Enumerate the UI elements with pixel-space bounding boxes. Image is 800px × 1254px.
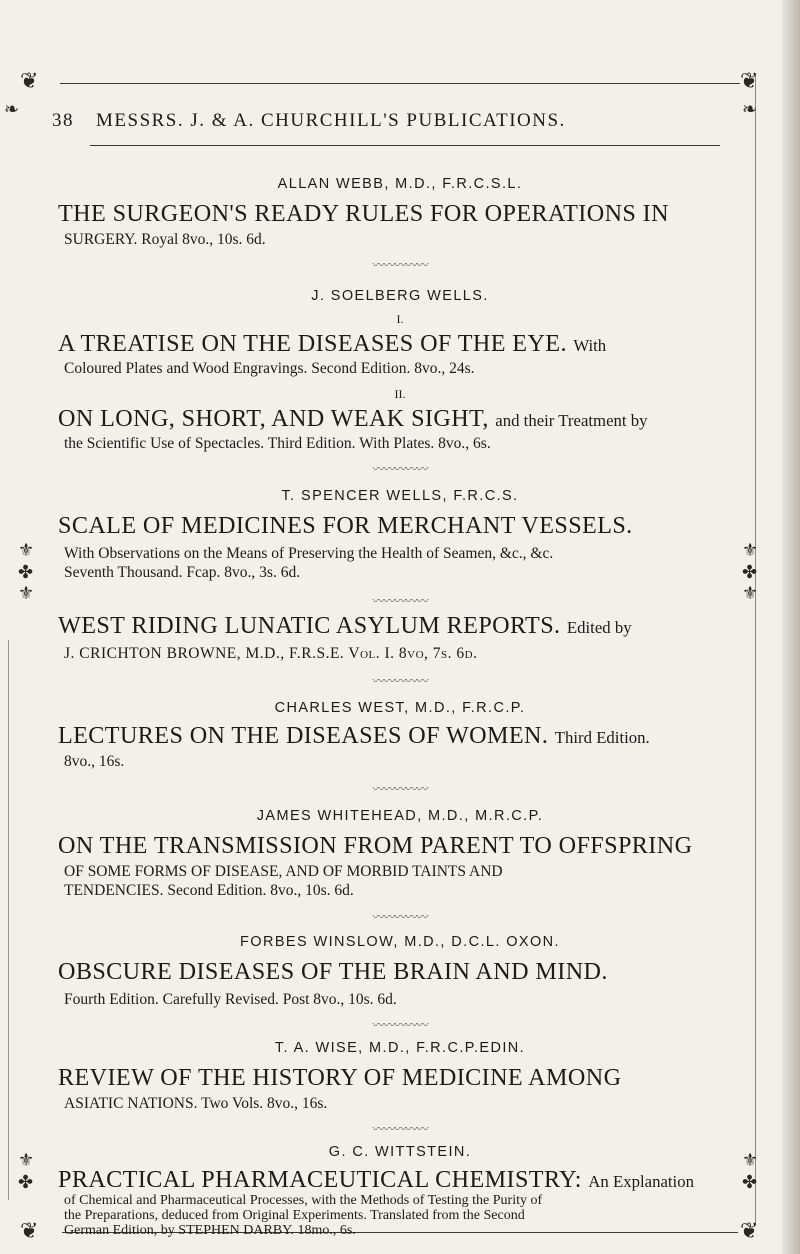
book-details: ASIATIC NATIONS. Two Vols. 8vo., 16s. — [64, 1095, 328, 1112]
book-title-tail: and their Treatment by — [495, 411, 648, 430]
book-title — [58, 612, 748, 640]
ornamental-divider: 〰〰〰〰〰 — [372, 910, 428, 924]
book-title-tail: An Explanation — [588, 1172, 694, 1191]
book-title-tail: Third Edition. — [554, 728, 650, 747]
author-heading: J. SOELBERG WELLS. — [311, 288, 489, 304]
header-underline-rule — [90, 145, 720, 146]
book-title — [58, 405, 748, 433]
corner-ornament-icon: ❦ — [740, 1218, 759, 1243]
book-title-main: A TREATISE ON THE DISEASES OF THE EYE. — [58, 330, 567, 357]
side-ornament-icon: ❧ — [4, 99, 20, 119]
author-heading: T. SPENCER WELLS, F.R.C.S. — [281, 488, 519, 504]
book-title-main: PRACTICAL PHARMACEUTICAL CHEMISTRY: — [58, 1166, 582, 1193]
book-details: OF SOME FORMS OF DISEASE, AND OF MORBID TAINTS AND — [64, 863, 503, 880]
book-details: 8vo., 16s. — [64, 753, 125, 770]
side-ornament-icon: ❧ — [742, 99, 758, 119]
volume-numeral: I. — [396, 312, 404, 326]
book-title-main: ON LONG, SHORT, AND WEAK SIGHT, — [58, 405, 489, 432]
corner-ornament-icon: ❦ — [740, 68, 759, 93]
author-heading: JAMES WHITEHEAD, M.D., M.R.C.P. — [256, 808, 544, 824]
side-ornament-icon: ⚜ ✤ — [742, 1150, 759, 1192]
book-title — [58, 722, 748, 750]
book-details: Coloured Plates and Wood Engravings. Second Edition. 8vo., 24s. — [64, 360, 475, 377]
ornamental-divider: 〰〰〰〰〰 — [372, 594, 428, 608]
book-details: the Preparations, deduced from Original Experiments. Translated from the Second — [64, 1208, 525, 1223]
author-heading: G. C. WITTSTEIN. — [328, 1144, 472, 1160]
corner-ornament-icon: ❦ — [20, 68, 39, 93]
book-details: Seventh Thousand. Fcap. 8vo., 3s. 6d. — [64, 564, 301, 581]
side-ornament-icon: ⚜ ✤ ⚜ — [18, 540, 35, 604]
author-heading: CHARLES WEST, M.D., F.R.C.P. — [274, 700, 526, 716]
book-details: the Scientific Use of Spectacles. Third Edition. With Plates. 8vo., 6s. — [64, 435, 491, 452]
ornamental-divider: 〰〰〰〰〰 — [372, 462, 428, 476]
book-title — [58, 1166, 748, 1194]
book-details: German Edition, by STEPHEN DARBY. 18mo., 6s. — [64, 1223, 356, 1238]
ornamental-divider: 〰〰〰〰〰 — [372, 674, 428, 688]
author-heading: FORBES WINSLOW, M.D., D.C.L. OXON. — [240, 934, 560, 950]
book-title: ON THE TRANSMISSION FROM PARENT TO OFFSPRING — [58, 832, 693, 859]
book-details: Fourth Edition. Carefully Revised. Post 8vo., 10s. 6d. — [64, 991, 397, 1008]
book-title-tail: With — [573, 336, 607, 355]
book-details: SURGERY. Royal 8vo., 10s. 6d. — [64, 231, 266, 248]
book-title-main: WEST RIDING LUNATIC ASYLUM REPORTS. — [58, 612, 561, 639]
ornamental-divider: 〰〰〰〰〰 — [372, 258, 428, 272]
book-title: OBSCURE DISEASES OF THE BRAIN AND MIND. — [58, 958, 608, 985]
side-ornament-icon: ⚜ ✤ — [18, 1150, 35, 1192]
book-details: With Observations on the Means of Preserving the Health of Seamen, &c., &c. — [64, 545, 554, 562]
running-title: MESSRS. J. & A. CHURCHILL'S PUBLICATIONS. — [96, 110, 566, 131]
book-title-tail: Edited by — [566, 618, 632, 637]
author-heading: ALLAN WEBB, M.D., F.R.C.S.L. — [277, 176, 523, 192]
book-title — [58, 330, 748, 358]
ornamental-divider: 〰〰〰〰〰 — [372, 1018, 428, 1032]
top-border-rule — [60, 83, 740, 84]
volume-numeral: II. — [394, 387, 406, 401]
book-title: SCALE OF MEDICINES FOR MERCHANT VESSELS. — [58, 512, 633, 539]
side-ornament-icon: ⚜ ✤ ⚜ — [742, 540, 759, 604]
book-details: J. CRICHTON BROWNE, M.D., F.R.S.E. Vol. I. 8vo, 7s. 6d. — [64, 645, 478, 662]
book-title: REVIEW OF THE HISTORY OF MEDICINE AMONG — [58, 1064, 622, 1091]
book-details: of Chemical and Pharmaceutical Processes, with the Methods of Testing the Purity of — [64, 1193, 543, 1208]
book-title: THE SURGEON'S READY RULES FOR OPERATIONS IN — [58, 200, 669, 227]
author-heading: T. A. WISE, M.D., F.R.C.P.EDIN. — [274, 1040, 526, 1056]
ornamental-divider: 〰〰〰〰〰 — [372, 782, 428, 796]
book-title-main: LECTURES ON THE DISEASES OF WOMEN. — [58, 722, 549, 749]
book-details: TENDENCIES. Second Edition. 8vo., 10s. 6d. — [64, 882, 354, 899]
ornamental-divider: 〰〰〰〰〰 — [372, 1122, 428, 1136]
corner-ornament-icon: ❦ — [20, 1218, 39, 1243]
page-number: 38 — [52, 110, 74, 131]
